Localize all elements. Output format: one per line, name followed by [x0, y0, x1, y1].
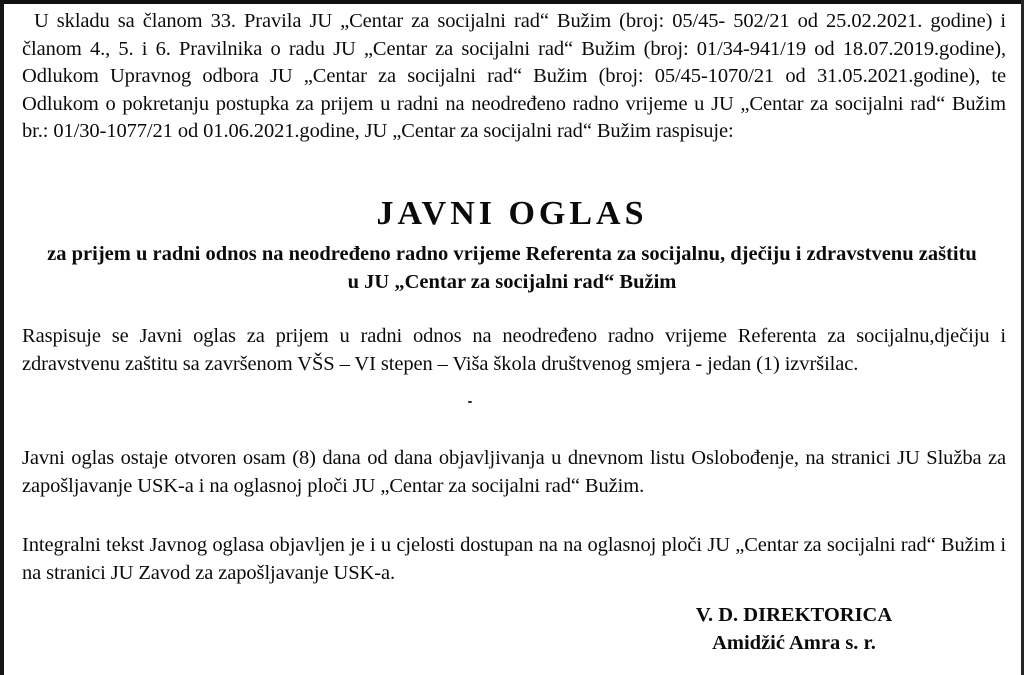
border-left: [0, 0, 4, 675]
signature-name: Amidžić Amra s. r.: [712, 632, 876, 654]
notice-subtitle: za prijem u radni odnos na neodređeno radno vrijeme Referenta za socijalnu, dječiju i zdravstvenu zaštitu u JU „Centar za socijalni rad“ Bužim: [47, 243, 977, 293]
intro-paragraph: U skladu sa članom 33. Pravila JU „Centar za socijalni rad“ Bužim (broj: 05/45- 502/21 od 25.02.2021. godine) i članom 4., 5. i 6. Pravilnika o radu JU „Centar za socijalni rad“ Bužim (broj: 01/34-941/19 od 18.07.2019.godine), Odlukom Upravnog odbora JU „Centar za socijalni rad“ Bužim (broj: 05/45-1070/21 od 31.05.2021.godine), te Odlukom o pokretanju postupka za prijem u radni na neodređeno radno vrijeme u JU „Centar za socijalni rad“ Bužim br.: 01/30-1077/21 od 01.06.2021.godine, JU „Centar za socijalni rad“ Bužim raspisuje:: [22, 10, 1006, 143]
border-top: [0, 0, 1024, 4]
notice-title: JAVNI OGLAS: [376, 195, 648, 232]
signature-title: V. D. DIREKTORICA: [695, 604, 893, 626]
body-paragraph-availability: Integralni tekst Javnog oglasa objavljen je i u cjelosti dostupan na na oglasnoj ploči JU „Centar za socijalni rad“ Bužim i na stranici JU Zavod za zapošljavanje USK-a.: [22, 534, 1006, 584]
print-speck: [468, 401, 472, 403]
body-paragraph-position: Raspisuje se Javni oglas za prijem u radni odnos na neodređeno radno vrijeme Referenta za socijalnu,dječiju i zdravstvenu zaštitu sa završenom VŠS – VI stepen – Viša škola društvenog smjera - jedan (1) izvršilac.: [22, 325, 1006, 375]
body-paragraph-duration: Javni oglas ostaje otvoren osam (8) dana od dana objavljivanja u dnevnom listu Oslobođenje, na stranici JU Služba za zapošljavanje USK-a i na oglasnoj ploči JU „Centar za socijalni rad“ Bužim.: [22, 447, 1006, 497]
